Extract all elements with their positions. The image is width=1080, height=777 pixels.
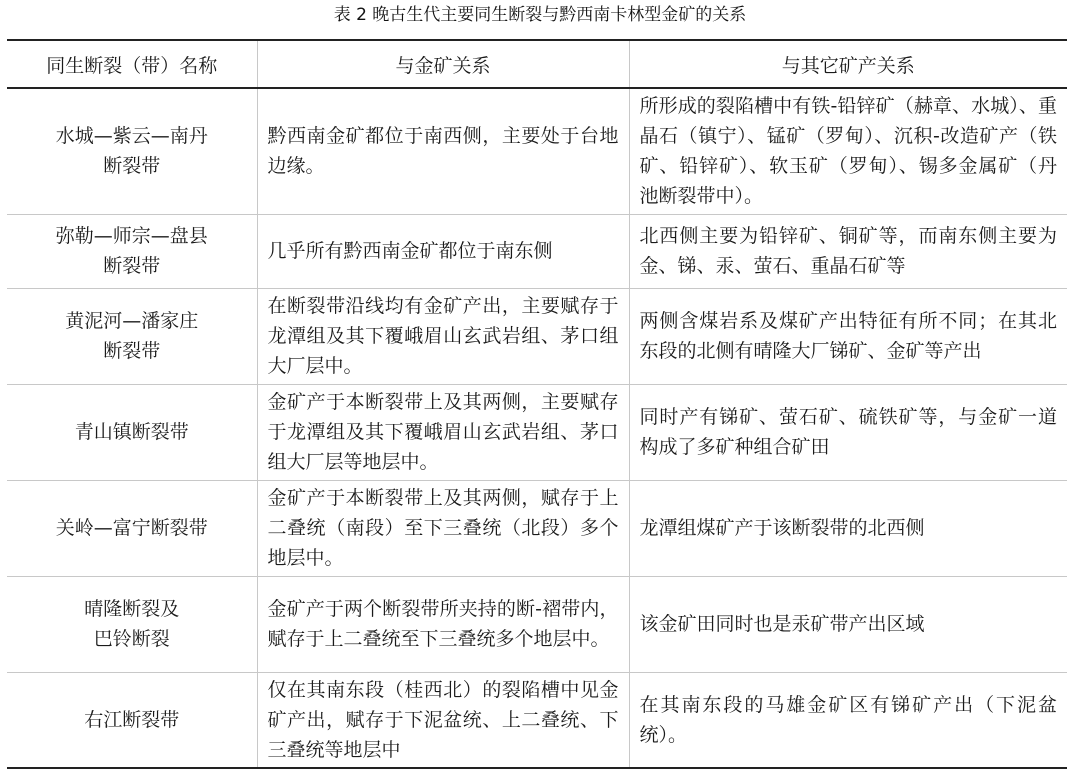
header-fault-name: 同生断裂（带）名称 (7, 40, 257, 88)
other-relation-cell: 龙潭组煤矿产于该断裂带的北西侧 (629, 480, 1067, 576)
fault-name-line: 水城—紫云—南丹 (55, 125, 208, 148)
gold-relation-cell: 金矿产于两个断裂带所夹持的断-褶带内，赋存于上二叠统至下三叠统多个地层中。 (257, 576, 629, 672)
relation-table (7, 39, 1067, 769)
other-relation-cell: 在其南东段的马雄金矿区有锑矿产出（下泥盆统）。 (629, 672, 1067, 768)
fault-name-cell (7, 88, 257, 214)
table-caption: 表 2 晚古生代主要同生断裂与黔西南卡林型金矿的关系 (333, 5, 747, 25)
table-row (7, 576, 1067, 672)
table-row (7, 480, 1067, 576)
fault-name-line: 关岭—富宁断裂带 (55, 517, 208, 539)
fault-name-cell (7, 214, 257, 288)
fault-name-cell (7, 384, 257, 480)
gold-relation-cell: 几乎所有黔西南金矿都位于南东侧 (257, 214, 629, 288)
table-row (7, 288, 1067, 384)
fault-name-line: 断裂带 (103, 255, 161, 277)
other-relation-cell: 同时产有锑矿、萤石矿、硫铁矿等，与金矿一道构成了多矿种组合矿田 (629, 384, 1067, 480)
fault-name-line: 巴铃断裂 (93, 628, 170, 650)
table-header-row (7, 40, 1067, 88)
fault-name-line: 弥勒—师宗—盘县 (55, 225, 208, 247)
header-gold-relation: 与金矿关系 (257, 40, 629, 88)
fault-name-cell (7, 480, 257, 576)
fault-name-line: 晴隆断裂及 (84, 598, 180, 620)
other-relation-cell: 北西侧主要为铅锌矿、铜矿等，而南东侧主要为金、锑、汞、萤石、重晶石矿等 (629, 214, 1067, 288)
other-relation-cell: 该金矿田同时也是汞矿带产出区域 (629, 576, 1067, 672)
fault-name-cell (7, 288, 257, 384)
fault-name-line: 断裂带 (103, 340, 161, 362)
table-row (7, 214, 1067, 288)
gold-relation-cell: 仅在其南东段（桂西北）的裂陷槽中见金矿产出，赋存于下泥盆统、上二叠统、下三叠统等地层中 (257, 672, 629, 768)
fault-name-line: 青山镇断裂带 (74, 421, 189, 443)
gold-relation-cell: 黔西南金矿都位于南西侧，主要处于台地边缘。 (257, 88, 629, 214)
fault-name-cell (7, 672, 257, 768)
fault-name-line: 右江断裂带 (84, 708, 180, 731)
table-row (7, 672, 1067, 768)
other-relation-cell: 所形成的裂陷槽中有铁-铅锌矿（赫章、水城）、重晶石（镇宁）、锰矿（罗甸）、沉积-改造矿产（铁矿、铅锌矿）、软玉矿（罗甸）、锡多金属矿（丹池断裂带中）。 (629, 88, 1067, 214)
gold-relation-cell: 金矿产于本断裂带上及其两侧，主要赋存于龙潭组及其下覆峨眉山玄武岩组、茅口组大厂层等地层中。 (257, 384, 629, 480)
gold-relation-cell: 金矿产于本断裂带上及其两侧，赋存于上二叠统（南段）至下三叠统（北段）多个地层中。 (257, 480, 629, 576)
fault-name-line: 断裂带 (103, 155, 161, 178)
fault-name-cell (7, 576, 257, 672)
header-other-relation: 与其它矿产关系 (629, 40, 1067, 88)
fault-name-line: 黄泥河—潘家庄 (65, 310, 199, 332)
gold-relation-cell: 在断裂带沿线均有金矿产出，主要赋存于龙潭组及其下覆峨眉山玄武岩组、茅口组大厂层中。 (257, 288, 629, 384)
table-row (7, 384, 1067, 480)
other-relation-cell: 两侧含煤岩系及煤矿产出特征有所不同；在其北东段的北侧有晴隆大厂锑矿、金矿等产出 (629, 288, 1067, 384)
table-row (7, 88, 1067, 214)
